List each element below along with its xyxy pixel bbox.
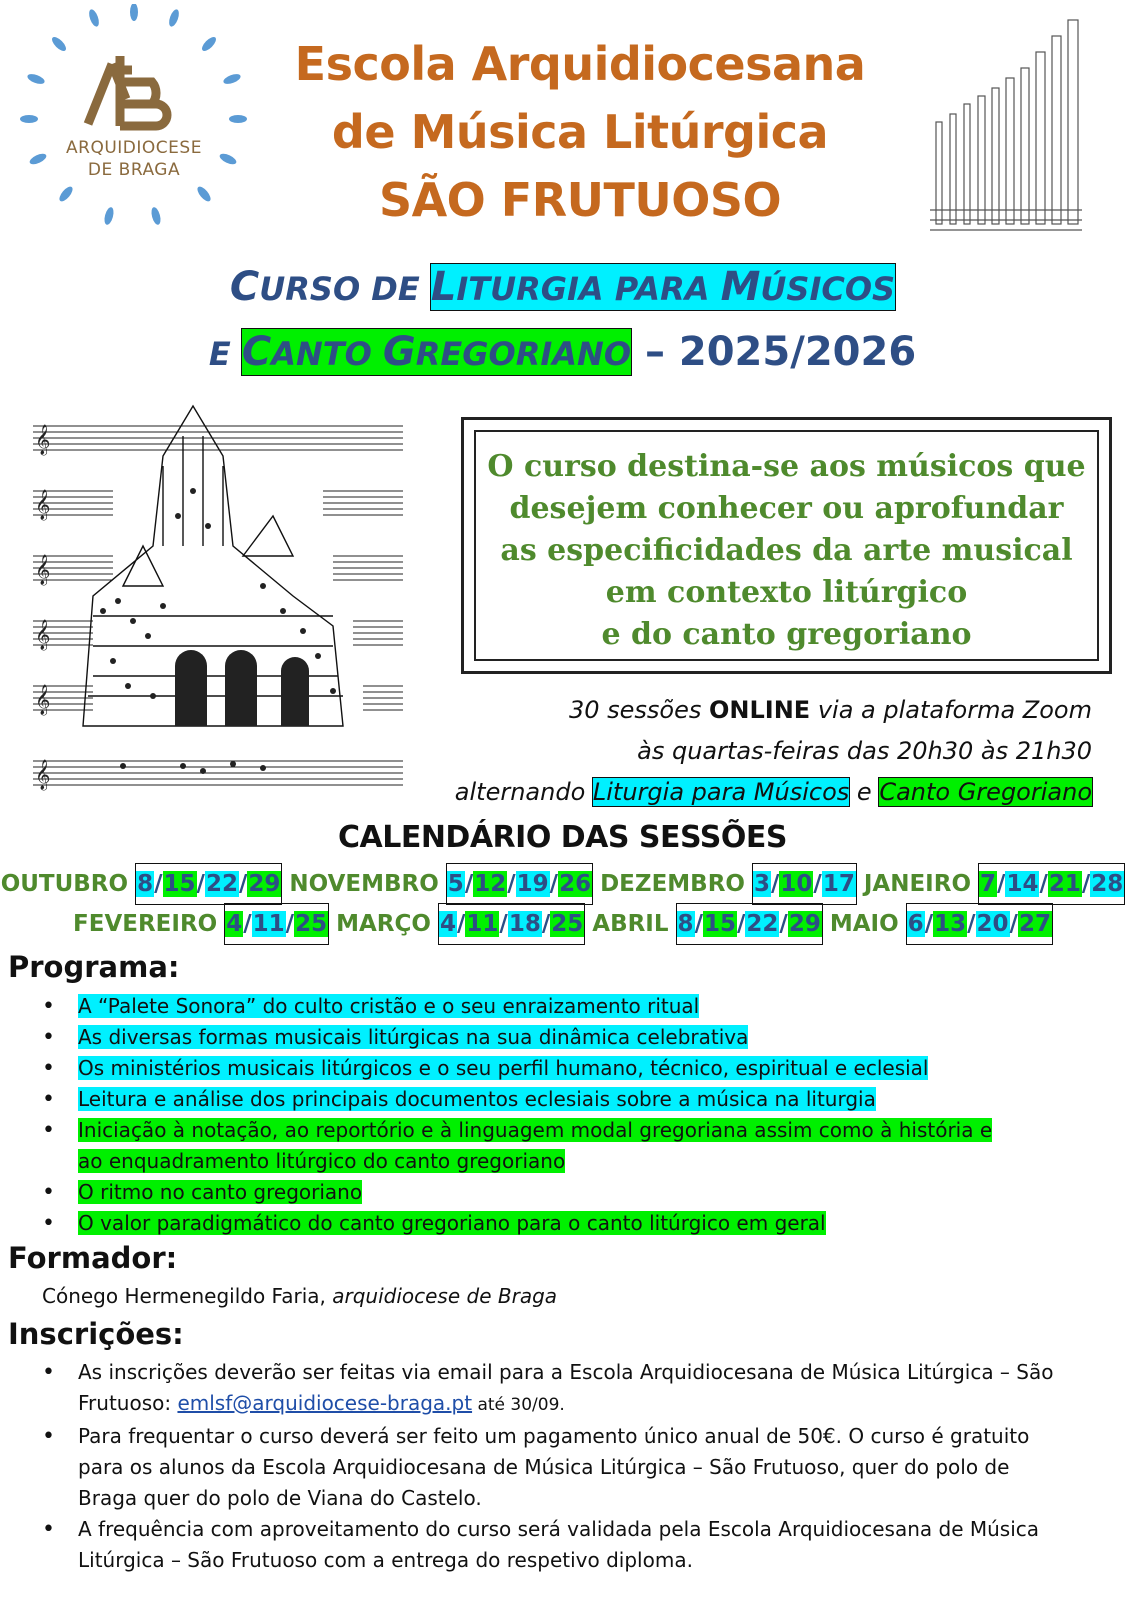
list-item: • O valor paradigmático do canto gregoriano para o canto litúrgico em geral <box>40 1208 1100 1239</box>
dates-maio: 6/13/20/27 <box>907 904 1052 944</box>
formador-name: Cónego Hermenegildo Faria, arquidiocese de Braga <box>42 1284 558 1308</box>
dates-novembro: 5/12/19/26 <box>447 864 592 904</box>
svg-text:𝄞: 𝄞 <box>35 555 51 585</box>
sheet-music-building-image <box>33 396 403 806</box>
svg-text:𝄞: 𝄞 <box>35 490 51 520</box>
svg-text:𝄞: 𝄞 <box>35 760 51 790</box>
dates-abril: 8/15/22/29 <box>677 904 822 944</box>
svg-text:𝄞: 𝄞 <box>35 685 51 715</box>
school-title <box>260 30 900 234</box>
calendar-title: CALENDÁRIO DAS SESSÕES <box>337 820 788 855</box>
course-heading-line1: CURSO DE LITURGIA PARA MÚSICOS <box>229 264 896 310</box>
title-line1: Escola Arquidiocesana <box>294 37 866 91</box>
course-heading-line2: E CANTO GREGORIANO – 2025/2026 <box>208 329 917 375</box>
calendar-row-1: OUTUBRO 8/15/22/29 NOVEMBRO 5/12/19/26 DEZEMBRO 3/10/17 JANEIRO 7/14/21/28 <box>0 864 1125 904</box>
title-line2: de Música Litúrgica <box>331 105 829 159</box>
dates-outubro: 8/15/22/29 <box>136 864 281 904</box>
dates-janeiro: 7/14/21/28 <box>979 864 1124 904</box>
music-cathedral-icon <box>33 396 403 806</box>
archdiocese-logo <box>14 4 254 229</box>
programa-heading: Programa: <box>8 950 180 984</box>
list-item: • A “Palete Sonora” do culto cristão e o seu enraizamento ritual <box>40 991 1100 1022</box>
sessions-line3: alternando Liturgia para Músicos e Canto Gregoriano <box>454 778 1092 806</box>
formador-heading: Formador: <box>8 1241 178 1275</box>
title-line3: SÃO FRUTUOSO <box>378 173 782 227</box>
svg-text:𝄞: 𝄞 <box>35 620 51 650</box>
logo-line1: ARQUIDIOCESE <box>66 138 202 158</box>
email-link[interactable]: emlsf@arquidiocese-braga.pt <box>177 1391 473 1415</box>
list-item: • A frequência com aproveitamento do curso será validada pela Escola Arquidiocesana de Música Litúrgica – São Frutuoso com a entrega do respetivo diploma. <box>40 1514 1070 1576</box>
sessions-line2: às quartas-feiras das 20h30 às 21h30 <box>637 737 1092 765</box>
course-purpose-box <box>461 417 1112 674</box>
dates-marco: 4/11/18/25 <box>439 904 584 944</box>
organ-pipes-image <box>930 4 1090 244</box>
logo-line2: DE BRAGA <box>87 160 181 180</box>
list-item: • Leitura e análise dos principais documentos eclesiais sobre a música na liturgia <box>40 1084 1100 1115</box>
sun-rays-icon <box>14 4 254 229</box>
list-item: • O ritmo no canto gregoriano <box>40 1177 1100 1208</box>
inscricoes-list <box>40 1357 1070 1576</box>
course-purpose-text: O curso destina-se aos músicos que desejem conhecer ou aprofundar as especificidades da arte musical em contexto litúrgico e do canto gregoriano <box>487 449 1086 652</box>
sessions-line1: 30 sessões ONLINE via a plataforma Zoom <box>568 696 1092 724</box>
programa-list <box>40 991 1100 1239</box>
tag-canto: Canto Gregoriano <box>879 778 1092 806</box>
tag-liturgia: Liturgia para Músicos <box>592 778 850 806</box>
list-item: • Iniciação à notação, ao reportório e à linguagem modal gregoriana assim como à história e ao enquadramento litúrgico do canto gregoriano <box>40 1115 1018 1177</box>
list-item: • As inscrições deverão ser feitas via email para a Escola Arquidiocesana de Música Litúrgica – São Frutuoso: emlsf@arquidiocese-braga.pt até 30/09. <box>40 1357 1070 1421</box>
svg-text:𝄞: 𝄞 <box>35 425 51 455</box>
list-item: • Os ministérios musicais litúrgicos e o seu perfil humano, técnico, espiritual e eclesial <box>40 1053 1100 1084</box>
calendar-row-2: FEVEREIRO 4/11/25 MARÇO 4/11/18/25 ABRIL 8/15/22/29 MAIO 6/13/20/27 <box>0 904 1125 944</box>
dates-dezembro: 3/10/17 <box>753 864 856 904</box>
organ-pipes-icon <box>930 4 1090 244</box>
inscricoes-heading: Inscrições: <box>8 1317 184 1351</box>
staff-lines <box>33 426 403 785</box>
list-item: • Para frequentar o curso deverá ser feito um pagamento único anual de 50€. O curso é gratuito para os alunos da Escola Arquidiocesana de Música Litúrgica – São Frutuoso, quer do polo de Braga quer do polo de Viana do Castelo. <box>40 1421 1070 1514</box>
dates-fevereiro: 4/11/25 <box>225 904 328 944</box>
list-item: • As diversas formas musicais litúrgicas na sua dinâmica celebrativa <box>40 1022 1100 1053</box>
sessions-info <box>392 690 1092 813</box>
